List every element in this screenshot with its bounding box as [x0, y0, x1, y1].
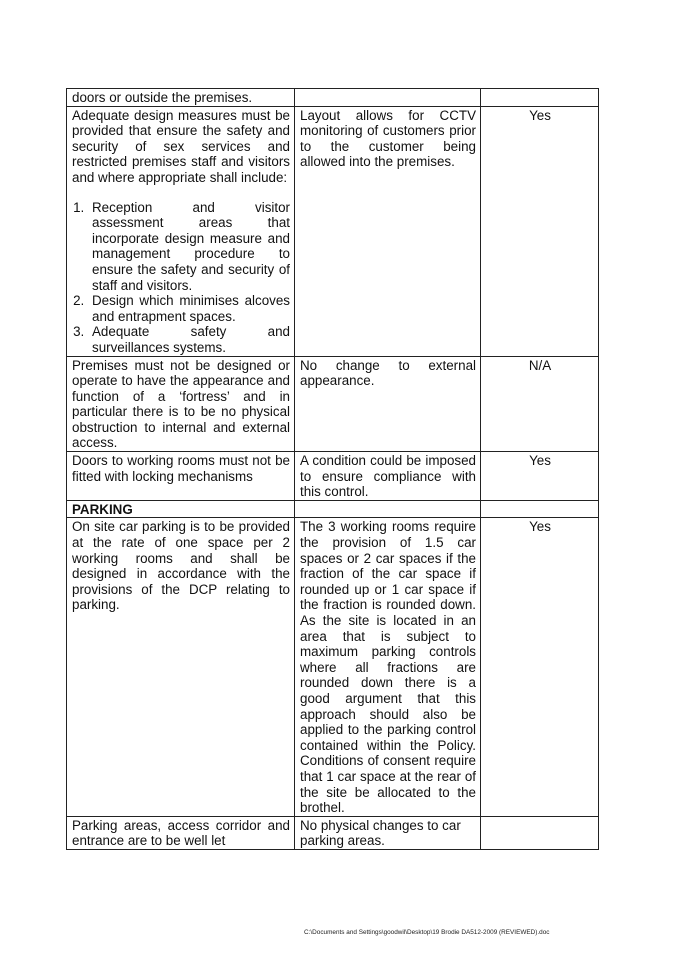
- requirement-cell: Doors to working rooms must not be fitted with locking mechanisms: [67, 452, 295, 501]
- table-row: [67, 518, 599, 816]
- requirement-list: [72, 200, 290, 356]
- requirement-cell: On site car parking is to be provided at the rate of one space per 2 working rooms and shall be designed in accordance with the provisions of the DCP relating to parking.: [67, 518, 295, 816]
- comment-cell: The 3 working rooms require the provision of 1.5 car spaces or 2 car spaces if the fraction of the car space if rounded up or 1 car space if the fraction is rounded down. As the site is located in an area that is subject to maximum parking controls where all fractions are rounded down there is a good argument that this approach should also be applied to the parking control contained within the Policy. Conditions of consent require that 1 car space at the rear of the site be allocated to the brothel.: [295, 518, 481, 816]
- table-row: [67, 452, 599, 501]
- requirement-cell: Premises must not be designed or operate to have the appearance and function of a ‘fortress’ and in particular there is to be no physical obstruction to internal and external access.: [67, 356, 295, 452]
- table-row: [67, 816, 599, 849]
- list-item: 1. Reception and visitor assessment areas that incorporate design measure and management procedure to ensure the safety and security of staff and visitors.: [88, 200, 290, 294]
- comment-cell: [295, 89, 481, 107]
- complies-cell: [481, 816, 599, 849]
- complies-cell: Yes: [481, 106, 599, 356]
- section-heading: PARKING: [67, 500, 295, 518]
- requirement-cell: Parking areas, access corridor and entrance are to be well let: [67, 816, 295, 849]
- section-spacer: [481, 500, 599, 518]
- complies-cell: N/A: [481, 356, 599, 452]
- list-item: 3. Adequate safety and surveillances systems.: [88, 324, 290, 355]
- complies-cell: [481, 89, 599, 107]
- comment-cell: A condition could be imposed to ensure compliance with this control.: [295, 452, 481, 501]
- table-row: [67, 106, 599, 356]
- list-item: 2. Design which minimises alcoves and entrapment spaces.: [88, 293, 290, 324]
- requirement-cell: doors or outside the premises.: [67, 89, 295, 107]
- comment-cell: No change to external appearance.: [295, 356, 481, 452]
- table-row: [67, 89, 599, 107]
- requirement-cell: [67, 106, 295, 356]
- complies-cell: Yes: [481, 452, 599, 501]
- compliance-table: [66, 88, 599, 850]
- comment-cell: Layout allows for CCTV monitoring of customers prior to the customer being allowed into the premises.: [295, 106, 481, 356]
- requirement-text: Adequate design measures must be provided that ensure the safety and security of sex services and restricted premises staff and visitors and where appropriate shall include:: [72, 107, 290, 185]
- section-row: [67, 500, 599, 518]
- comment-cell: No physical changes to car parking areas.: [295, 816, 481, 849]
- section-spacer: [295, 500, 481, 518]
- table-row: [67, 356, 599, 452]
- file-path-footer: C:\Documents and Settings\goodwil\Desktop\19 Brodie DA512-2009 (REVIEWED).doc: [304, 929, 550, 936]
- complies-cell: Yes: [481, 518, 599, 816]
